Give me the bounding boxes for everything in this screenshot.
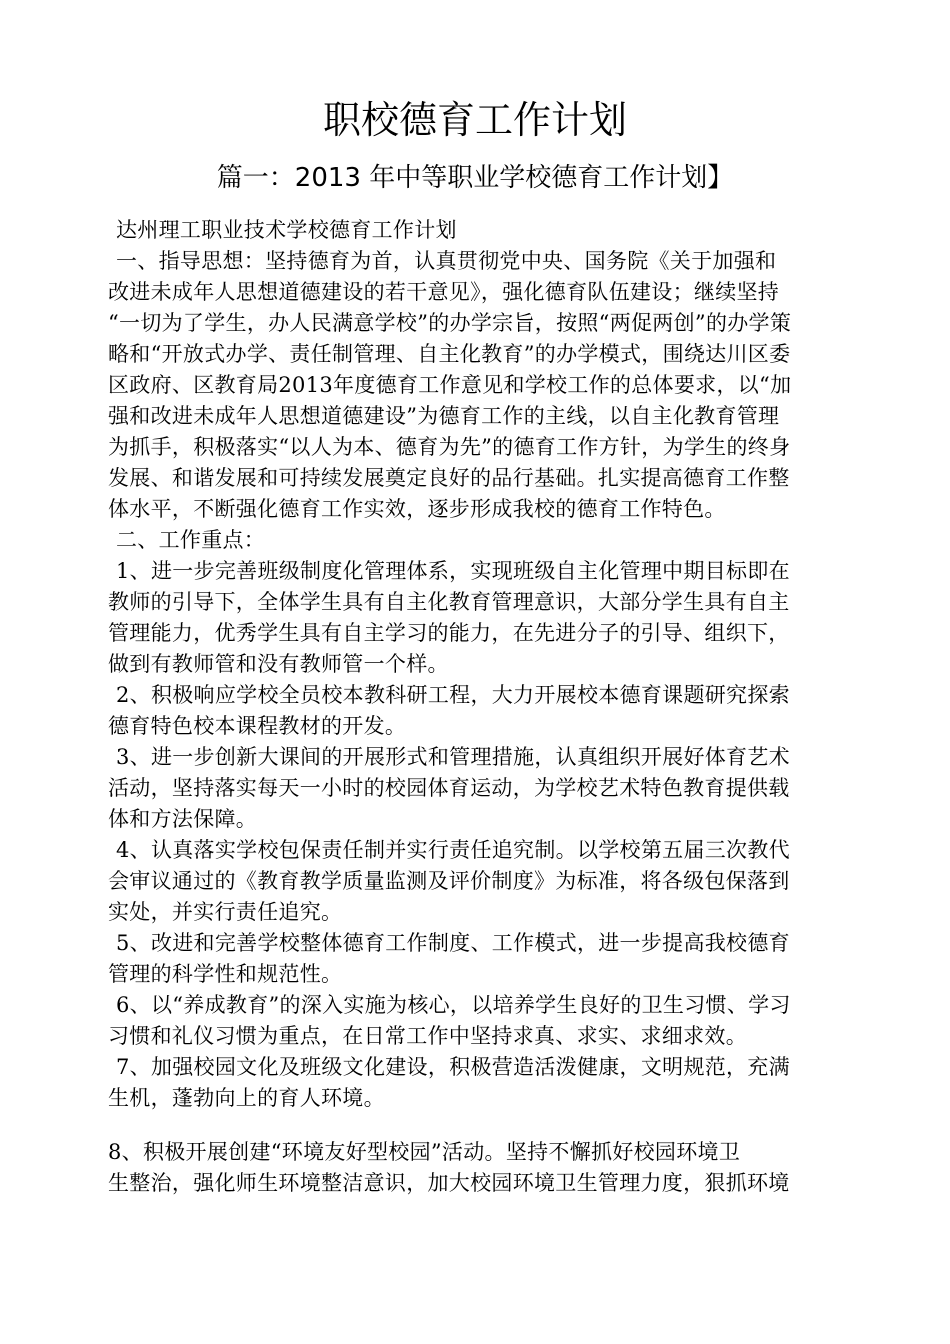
body-line: 生整治，强化师生环境整洁意识，加大校园环境卫生管理力度，狠抓环境 — [108, 1171, 790, 1195]
body-line: 做到有教师管和没有教师管一个样。 — [108, 652, 449, 676]
body-line: 强和改进未成年人思想道德建设”为德育工作的主线，以自主化教育管理 — [108, 404, 780, 428]
body-line: 生机，蓬勃向上的育人环境。 — [108, 1086, 385, 1110]
body-line: 实处，并实行责任追究。 — [108, 900, 343, 924]
body-line: 区政府、区教育局2013年度德育工作意见和学校工作的总体要求，以“加 — [108, 373, 792, 397]
section-heading-guiding-ideology: 一、指导思想：坚持德育为首，认真贯彻党中央、国务院《关于加强和 — [116, 249, 777, 273]
body-line: 教师的引导下，全体学生具有自主化教育管理意识，大部分学生具有自主 — [108, 590, 790, 614]
paragraph-gap — [108, 1114, 860, 1137]
body-line: 体和方法保障。 — [108, 807, 258, 831]
body-line-school-plan-title: 达州理工职业技术学校德育工作计划 — [116, 218, 457, 242]
list-item-7: 7、加强校园文化及班级文化建设，积极营造活泼健康，文明规范，充满 — [116, 1055, 790, 1079]
body-line: 管理的科学性和规范性。 — [108, 962, 343, 986]
document-subtitle: 篇一：2013 年中等职业学校德育工作计划】 — [216, 163, 734, 193]
body-line: 略和“开放式办学、责任制管理、自主化教育”的办学模式，围绕达川区委 — [108, 342, 791, 366]
body-line: “一切为了学生，办人民满意学校”的办学宗旨，按照“两促两创”的办学策 — [108, 311, 792, 335]
section-heading-work-priorities: 二、工作重点： — [116, 528, 266, 552]
document-title: 职校德育工作计划 — [322, 98, 627, 142]
body-line: 管理能力，优秀学生具有自主学习的能力，在先进分子的引导、组织下， — [108, 621, 790, 645]
list-item-2: 2、积极响应学校全员校本教科研工程，大力开展校本德育课题研究探索 — [116, 683, 790, 707]
body-line: 会审议通过的《教育教学质量监测及评价制度》为标准，将各级包保落到 — [108, 869, 790, 893]
body-line: 德育特色校本课程教材的开发。 — [108, 714, 407, 738]
body-line: 为抓手，积极落实“以人为本、德育为先”的德育工作方针，为学生的终身 — [108, 435, 791, 459]
list-item-3: 3、进一步创新大课间的开展形式和管理措施，认真组织开展好体育艺术 — [116, 745, 790, 769]
body-line: 改进未成年人思想道德建设的若干意见》，强化德育队伍建设；继续坚持 — [108, 280, 780, 304]
document-body — [108, 215, 860, 1199]
list-item-1: 1、进一步完善班级制度化管理体系，实现班级自主化管理中期目标即在 — [116, 559, 790, 583]
body-line: 发展、和谐发展和可持续发展奠定良好的品行基础。扎实提高德育工作整 — [108, 466, 790, 490]
list-item-6: 6、以“养成教育”的深入实施为核心，以培养学生良好的卫生习惯、学习 — [116, 993, 791, 1017]
body-line: 活动，坚持落实每天一小时的校园体育运动，为学校艺术特色教育提供载 — [108, 776, 790, 800]
body-line: 体水平，不断强化德育工作实效，逐步形成我校的德育工作特色。 — [108, 497, 726, 521]
list-item-5: 5、改进和完善学校整体德育工作制度、工作模式，进一步提高我校德育 — [116, 931, 790, 955]
list-item-8: 8、积极开展创建“环境友好型校园”活动。坚持不懈抓好校园环境卫 — [108, 1140, 741, 1164]
list-item-4: 4、认真落实学校包保责任制并实行责任追究制。以学校第五届三次教代 — [116, 838, 790, 862]
body-line: 习惯和礼仪习惯为重点，在日常工作中坚持求真、求实、求细求效。 — [108, 1024, 747, 1048]
